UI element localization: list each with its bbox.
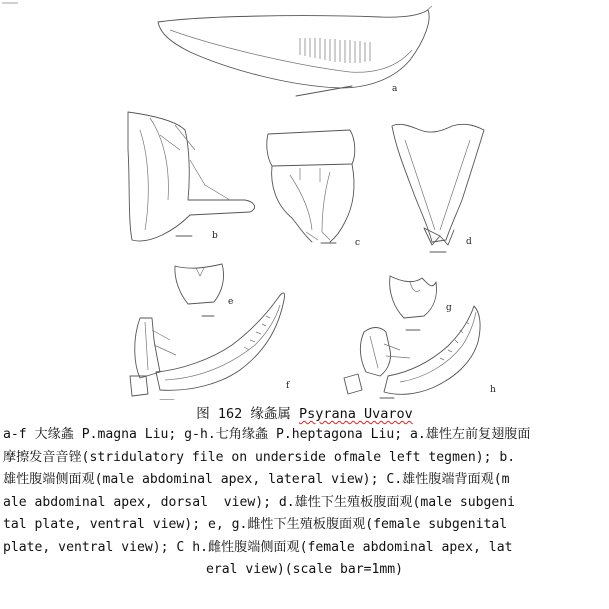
caption-title	[0, 404, 609, 424]
panel-d-label: d	[466, 237, 472, 247]
panel-e-drawing	[175, 264, 224, 316]
caption-title-prefix: 图 162 缘螽属	[196, 406, 299, 422]
caption-line-1: a-f 大缘螽 P.magna Liu; g-h.七角缘螽 P.heptagona Liu; a.雄性左前复翅腹面	[3, 427, 531, 442]
caption-line-3: 雄性腹端侧面观(male abdominal apex, lateral view); C.雄性腹端背面观(m	[3, 472, 510, 487]
panel-f-label: f	[286, 381, 290, 391]
panel-d-drawing	[392, 124, 484, 252]
panel-a-drawing	[158, 6, 432, 96]
panel-g-label: g	[446, 303, 452, 313]
caption-line-6: plate, ventral view); C h.雌性腹端侧面观(female abdominal apex, lat	[3, 539, 513, 555]
panel-h-drawing	[344, 306, 480, 398]
panel-c-label: c	[355, 238, 361, 248]
panel-a-label: a	[392, 84, 398, 94]
caption-line-2: 摩擦发音音锉(stridulatory file on underside ofmale left tegmen); b.	[3, 449, 516, 465]
panel-g-drawing	[390, 276, 437, 330]
panel-f-drawing	[130, 293, 285, 400]
panel-h-label: h	[490, 385, 496, 395]
caption-line-7: eral view)(scale bar=1mm)	[205, 562, 404, 577]
caption-title-genus: Psyrana Uvarov	[298, 406, 413, 422]
panel-c-drawing	[267, 130, 355, 243]
panel-b-label: b	[212, 231, 218, 241]
panel-b-drawing	[128, 112, 255, 241]
caption-line-5: tal plate, ventral view); e, g.雌性下生殖板腹面观(female subgenital	[3, 517, 508, 532]
figure-caption	[0, 404, 609, 582]
panel-e-label: e	[228, 297, 234, 307]
caption-line-4: ale abdominal apex, dorsal view); d.雄性下生殖板腹面观(male subgeni	[3, 494, 515, 510]
